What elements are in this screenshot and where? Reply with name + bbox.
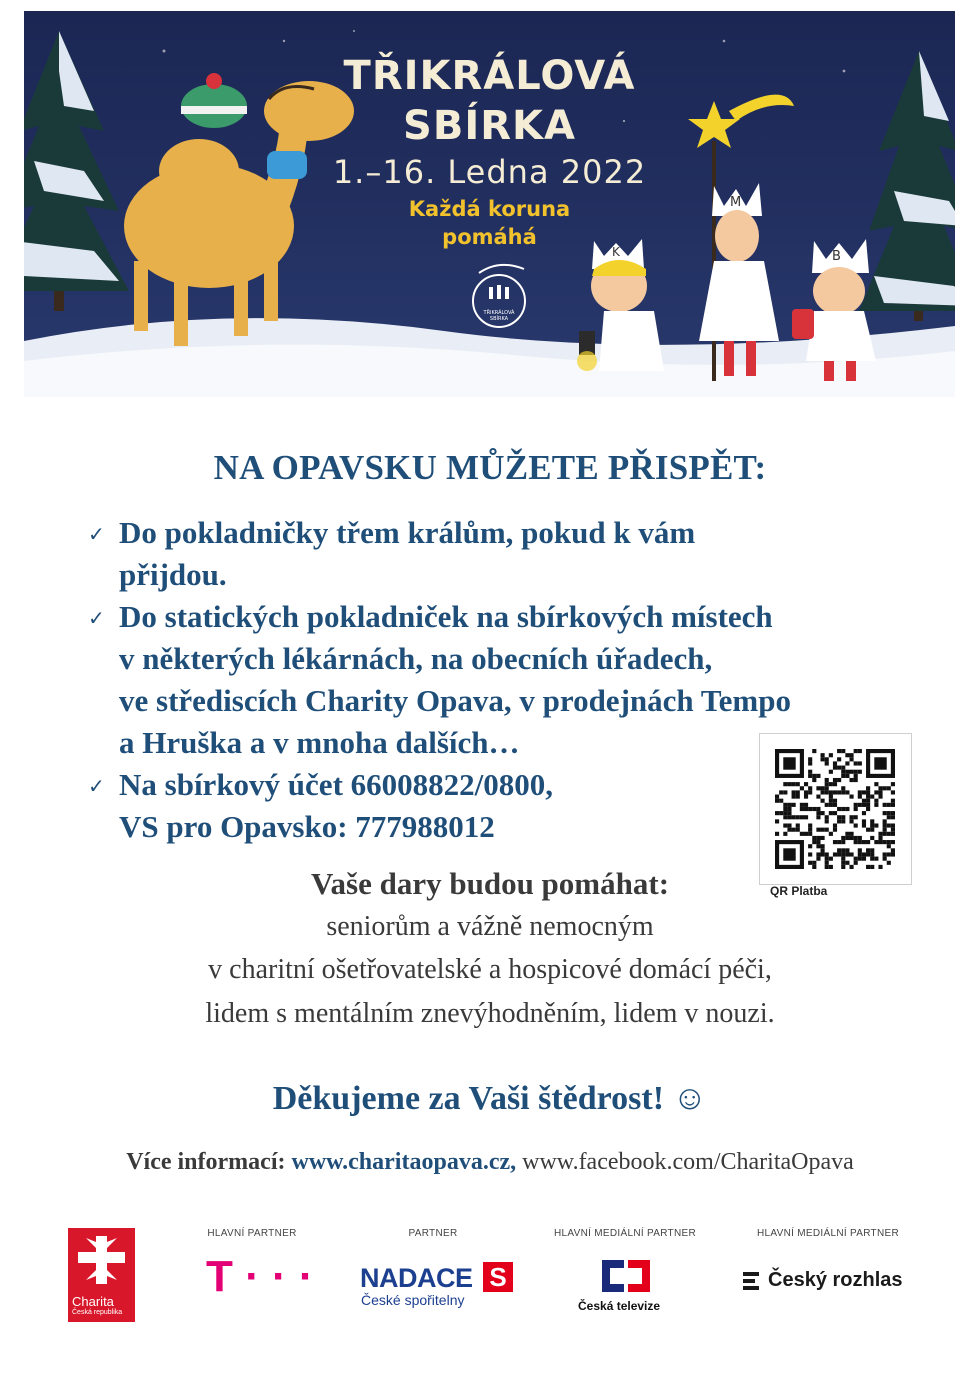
qr-code-icon	[775, 749, 895, 869]
hat-letter-m: M	[730, 195, 742, 210]
gifts-line: v charitní ošetřovatelské a hospicové domácí péči,	[208, 954, 772, 985]
list-item-line: v některých lékárnách, na obecních úřadech,	[119, 641, 713, 676]
list-item-line: Do pokladničky třem králům, pokud k vám	[119, 515, 696, 550]
charita-cross-icon	[68, 1228, 135, 1290]
nadace-logo: NADACE	[360, 1263, 473, 1293]
hat-letter-k: K	[612, 245, 620, 259]
banner-title-line2: SBÍRKA	[403, 103, 576, 149]
page-headline: NA OPAVSKU MŮŽETE PŘISPĚT:	[213, 448, 767, 487]
list-item-line: přijdou.	[119, 557, 227, 592]
ceska-sporitelna-s-icon: S	[483, 1262, 513, 1292]
gifts-line: lidem s mentálním znevýhodněním, lidem v nouzi.	[205, 998, 775, 1029]
list-item-line: Na sbírkový účet 66008822/0800,	[119, 767, 553, 802]
campaign-banner	[24, 11, 955, 397]
banner-slogan-line1: Každá koruna	[408, 197, 571, 221]
cesky-rozhlas-icon	[743, 1270, 761, 1292]
nadace-sub: České spořitelny	[361, 1292, 465, 1308]
hat-letter-b: B	[832, 249, 841, 264]
list-item-line: Do statických pokladniček na sbírkových místech	[119, 599, 773, 634]
charita-sub: Česká republika	[72, 1309, 123, 1316]
qr-label: QR Platba	[770, 884, 828, 898]
checkmark-icon: ✓	[88, 522, 105, 546]
qr-payment-code[interactable]	[759, 733, 912, 885]
gifts-title: Vaše dary budou pomáhat:	[310, 866, 670, 901]
charita-name: Charita	[72, 1294, 114, 1309]
partner-tag: PARTNER	[408, 1228, 458, 1239]
banner-dates: 1.–16. Ledna 2022	[332, 153, 647, 191]
partner-tag: HLAVNÍ MEDIÁLNÍ PARTNER	[554, 1228, 696, 1239]
gifts-line: seniorům a vážně nemocným	[326, 911, 654, 942]
banner-slogan-line2: pomáhá	[442, 225, 537, 249]
ceska-televize-icon	[598, 1256, 654, 1296]
thanks-message: Děkujeme za Vaši štědrost! ☺	[272, 1080, 708, 1117]
banner-logo-text: TŘIKRÁLOVÁ SBÍRKA	[483, 310, 515, 322]
checkmark-icon: ✓	[88, 774, 105, 798]
facebook-link[interactable]: www.facebook.com/CharitaOpava	[522, 1149, 854, 1175]
website-link[interactable]: www.charitaopava.cz,	[291, 1149, 517, 1175]
cesky-rozhlas-name: Český rozhlas	[768, 1269, 903, 1291]
telekom-logo: T · · ·	[206, 1252, 314, 1301]
list-item-line: ve střediscích Charity Opava, v prodejnách Tempo	[119, 683, 791, 718]
more-info	[0, 1149, 980, 1176]
more-info-label: Více informací:	[126, 1149, 286, 1175]
partner-tag: HLAVNÍ PARTNER	[207, 1228, 297, 1239]
list-item-line: a Hruška a v mnoha dalších…	[119, 725, 520, 760]
list-item-line: VS pro Opavsko: 777988012	[119, 809, 495, 844]
list-item	[88, 512, 938, 596]
charita-logo	[68, 1228, 135, 1322]
checkmark-icon: ✓	[88, 606, 105, 630]
banner-title-line1: TŘIKRÁLOVÁ	[343, 53, 636, 99]
ceska-televize-name: Česká televize	[578, 1299, 661, 1313]
partner-tag: HLAVNÍ MEDIÁLNÍ PARTNER	[757, 1228, 899, 1239]
